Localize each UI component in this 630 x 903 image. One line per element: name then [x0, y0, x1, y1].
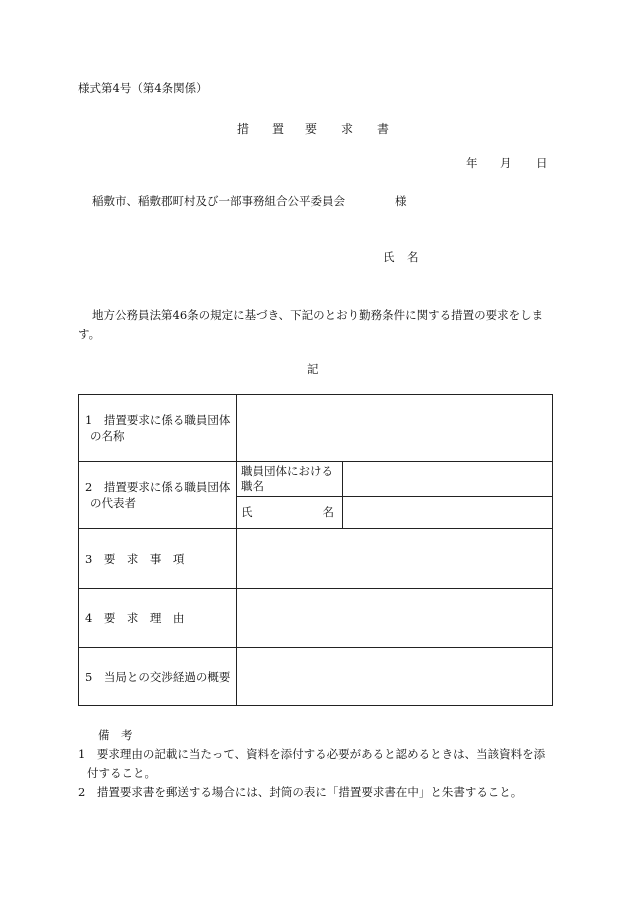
date-month: 月 [500, 156, 512, 170]
row2-sub1-label [237, 462, 343, 497]
row1-value [237, 395, 553, 462]
row1-label [79, 395, 237, 462]
addressee-honorific: 様 [395, 194, 407, 208]
table-row [79, 395, 553, 462]
row2-sub1-line1: 職員団体における [241, 464, 333, 478]
sender-label-1: 氏 [383, 250, 395, 264]
body-line-1: 地方公務員法第46条の規定に基づき、下記のとおり勤務条件に関する措置の要求をしま [92, 308, 544, 322]
row2-sub2-value [343, 497, 553, 529]
addressee-name: 稲敷市、稲敷郡町村及び一部事務組合公平委員会 [92, 194, 345, 208]
table-row [79, 589, 553, 648]
note-1-line-1: 1 要求理由の記載に当たって、資料を添付する必要があると認めるときは、当該資料を添 [78, 747, 546, 761]
row2-sub2-b: 名 [322, 505, 334, 519]
table-row [79, 462, 553, 497]
row5-value [237, 648, 553, 706]
title-char-1: 措 [237, 122, 250, 136]
note-1-line-2: 付すること。 [87, 766, 156, 780]
body-line-2: す。 [78, 327, 101, 341]
date-year: 年 [466, 156, 478, 170]
title-char-2: 置 [272, 122, 285, 136]
table-row [79, 648, 553, 706]
row2-sub1-value [343, 462, 553, 497]
note-2: 2 措置要求書を郵送する場合には、封筒の表に「措置要求書在中」と朱書すること。 [78, 785, 523, 799]
row1-label-line1: 1 措置要求に係る職員団体 [85, 413, 231, 427]
row5-label: 5 当局との交渉経過の概要 [79, 648, 237, 706]
title-char-5: 書 [377, 122, 390, 136]
title-char-3: 要 [305, 122, 318, 136]
form-number: 様式第4号（第4条関係） [78, 81, 208, 95]
sender-label-2: 名 [407, 250, 419, 264]
row4-value [237, 589, 553, 648]
notes-heading: 備 考 [98, 728, 133, 742]
ki-heading: 記 [307, 362, 319, 376]
row4-label: 4 要 求 理 由 [79, 589, 237, 648]
row3-label: 3 要 求 事 項 [79, 529, 237, 589]
row3-value [237, 529, 553, 589]
row2-sub2-label [237, 497, 343, 529]
row2-sub1-line2: 職名 [241, 479, 264, 493]
row2-label-line2: の代表者 [90, 496, 136, 510]
table-row [79, 529, 553, 589]
row2-label [79, 462, 237, 529]
title-char-4: 求 [341, 122, 354, 136]
row1-label-line2: の名称 [90, 429, 125, 443]
row2-label-line1: 2 措置要求に係る職員団体 [85, 480, 231, 494]
row2-sub2-a: 氏 [241, 505, 253, 519]
request-form-table [78, 394, 553, 706]
date-day: 日 [536, 156, 548, 170]
